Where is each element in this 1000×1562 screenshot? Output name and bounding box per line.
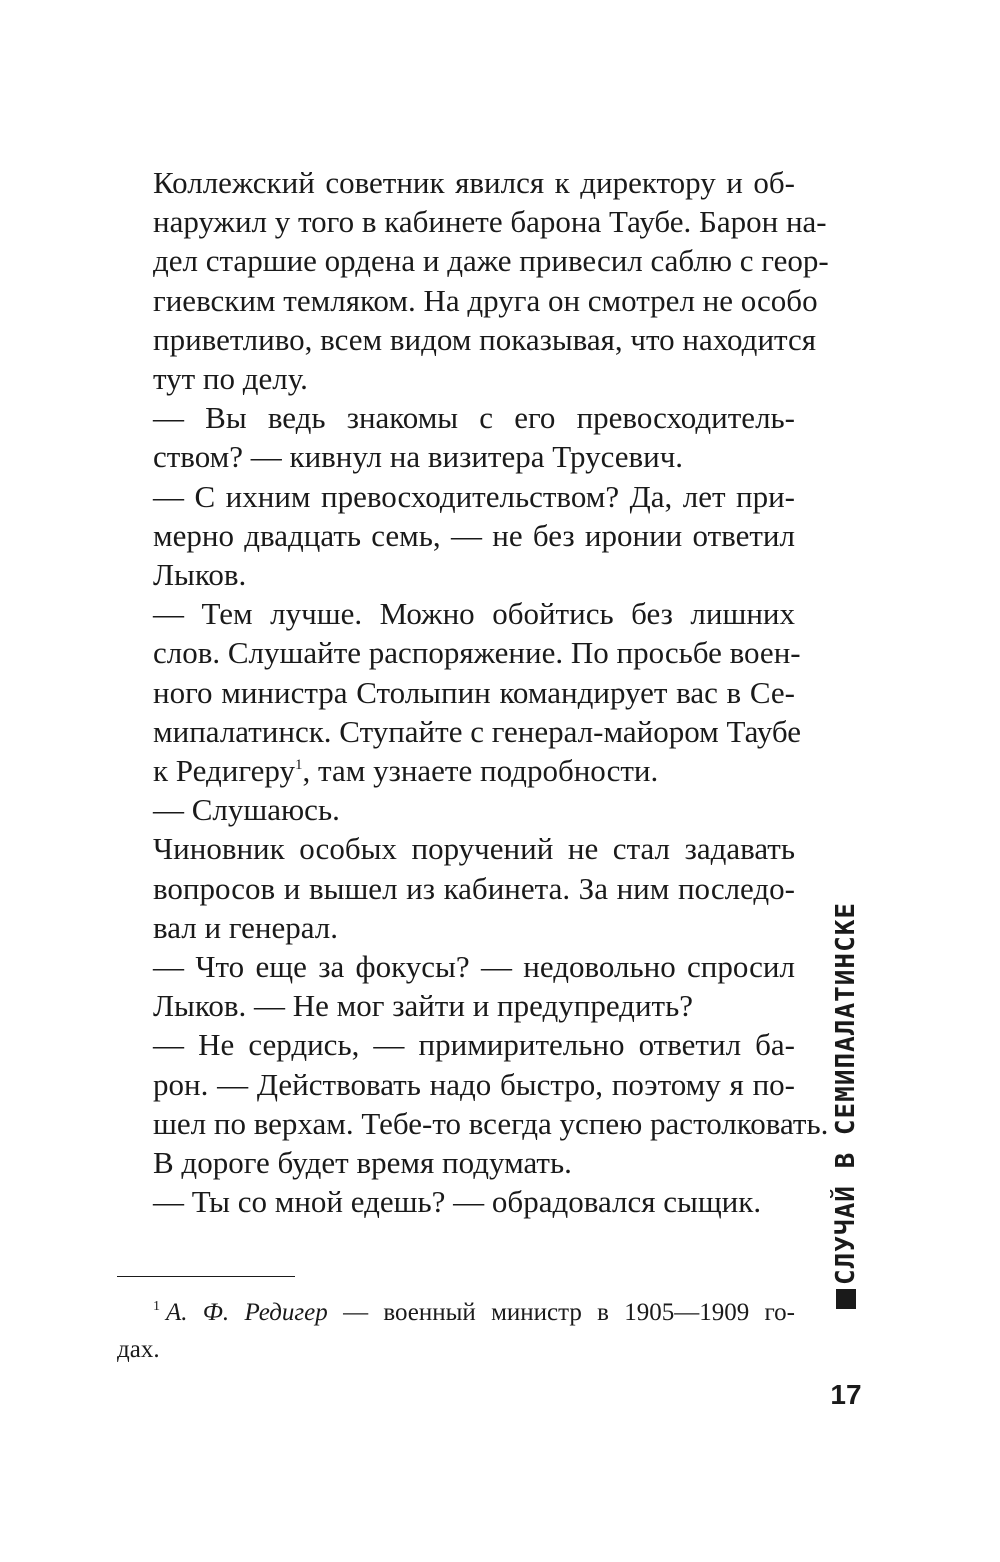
footnote-line: дах. — [117, 1336, 160, 1363]
text-line: слов. Слушайте распоряжение. По просьбе воен- — [153, 635, 801, 671]
text-line: ством? — кивнул на визитера Трусевич. — [153, 439, 684, 475]
running-head — [827, 901, 865, 1355]
text-line: — Что еще за фокусы? — недовольно спросил — [153, 949, 795, 985]
text-line: тут по делу. — [153, 361, 308, 397]
text-line: Лыков. — [153, 557, 247, 593]
paragraph-4 — [117, 594, 802, 790]
paragraph-3 — [117, 477, 795, 595]
text-line: В дороге будет время подумать. — [153, 1145, 572, 1181]
paragraph-8 — [117, 1025, 829, 1182]
running-head-title: СЛУЧАЙ В СЕМИПАЛАТИНСКЕ — [831, 901, 861, 1285]
page-number: 17 — [830, 1379, 862, 1410]
text-line: Лыков. — Не мог зайти и предупредить? — [153, 988, 693, 1024]
text-line: шел по верхам. Тебе-то всегда успею растолковать. — [153, 1105, 829, 1141]
text-line: приветливо, всем видом показывая, что находится — [153, 321, 816, 357]
paragraph-6 — [117, 829, 795, 947]
paragraph-9 — [117, 1182, 795, 1221]
text-line: — Тем лучше. Можно обойтись без лишних — [153, 596, 795, 632]
footnote-reference[interactable]: 1 — [295, 757, 303, 774]
paragraph-5 — [117, 790, 795, 829]
text-line: — Слушаюсь. — [153, 792, 340, 828]
text-line: — С ихним превосходительством? Да, лет при- — [153, 478, 795, 514]
text-segment: , там узнаете подробности. — [302, 753, 659, 789]
text-line: — Ты со мной едешь? — обрадовался сыщик. — [153, 1184, 762, 1220]
paragraph-7 — [117, 947, 795, 1025]
text-line: дел старшие ордена и даже привесил саблю с геор- — [153, 243, 829, 279]
text-line: вопросов и вышел из кабинета. За ним последо- — [153, 870, 795, 906]
text-line: вал и генерал. — [153, 909, 338, 945]
text-line: мипалатинск. Ступайте с генерал-майором Таубе — [153, 713, 802, 749]
footnote — [117, 1288, 795, 1368]
text-line: ного министра Столыпин командирует вас в Се- — [153, 674, 795, 710]
footnote-divider — [117, 1276, 295, 1277]
text-line: Коллежский советник явился к директору и об- — [153, 165, 795, 200]
paragraph-1 — [117, 163, 829, 398]
main-text — [117, 163, 829, 1221]
text-line: гиевским темляком. На друга он смотрел не особо — [153, 282, 818, 318]
text-line: — Не сердись, — примирительно ответил ба- — [153, 1027, 795, 1063]
footnote-line — [117, 1288, 795, 1331]
footnote-marker: 1 — [153, 1299, 160, 1314]
text-line: — Вы ведь знакомы с его превосходитель- — [153, 400, 795, 436]
text-line: наружил у того в кабинете барона Таубе. Барон на- — [153, 204, 827, 240]
footnote-text: — военный министр в 1905—1909 го- — [327, 1299, 795, 1326]
footnote-person-name: А. Ф. Редигер — [166, 1299, 328, 1326]
text-line: мерно двадцать семь, — не без иронии ответил — [153, 517, 795, 553]
text-line-with-footnote-ref — [117, 751, 795, 790]
text-line: Чиновник особых поручений не стал задавать — [153, 831, 795, 867]
text-line: рон. — Действовать надо быстро, поэтому я по- — [153, 1066, 795, 1102]
paragraph-2 — [117, 398, 795, 476]
text-segment: к Редигеру — [153, 753, 296, 789]
square-bullet-icon — [836, 1289, 856, 1309]
